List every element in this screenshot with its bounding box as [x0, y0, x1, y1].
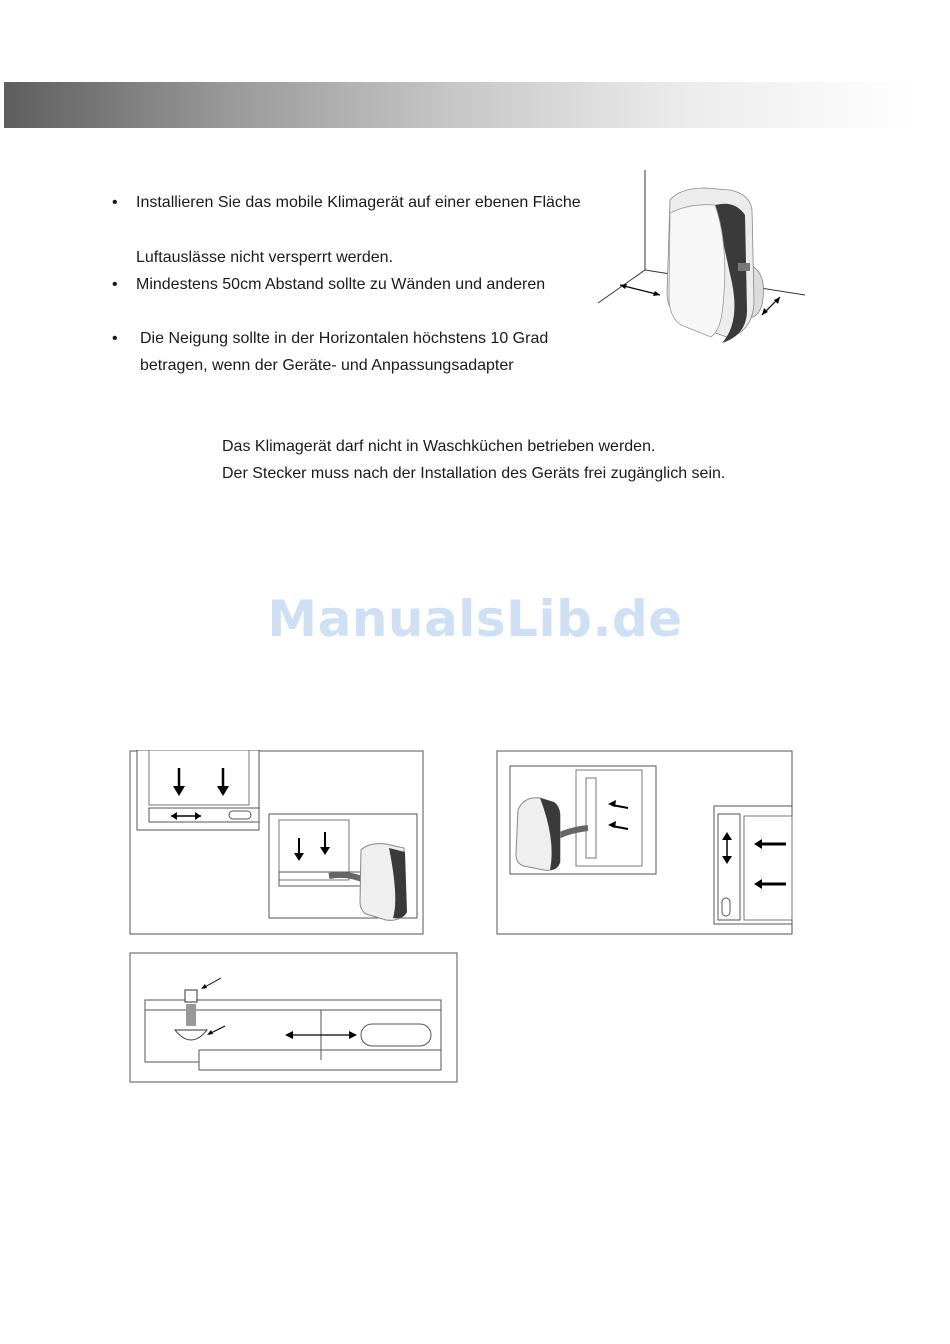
bullet-symbol: •: [112, 194, 118, 211]
bullet-2-line-1: Mindestens 50cm Abstand sollte zu Wänden und anderen: [136, 276, 546, 293]
bullet-symbol: •: [112, 276, 118, 293]
bullet-3-line-2: betragen, wenn der Geräte- und Anpassungsadapter: [140, 357, 514, 374]
warning-plug: Der Stecker muss nach der Installation des Geräts frei zugänglich sein.: [222, 465, 726, 482]
window-kit-install-figure-2: [496, 750, 794, 936]
bullet-1-line-2: Luftauslässe nicht versperrt werden.: [136, 249, 394, 266]
slider-screw-detail-figure: [129, 952, 459, 1084]
warning-laundry: Das Klimagerät darf nicht in Waschküchen betrieben werden.: [222, 438, 656, 455]
window-kit-install-figure-1: [129, 750, 425, 936]
bullet-symbol: •: [112, 330, 118, 347]
unit-clearance-illustration: [590, 165, 810, 360]
bullet-1-line-1: Installieren Sie das mobile Klimagerät auf einer ebenen Fläche: [136, 194, 581, 211]
header-bar: [4, 82, 916, 128]
bullet-3-line-1: Die Neigung sollte in der Horizontalen höchstens 10 Grad: [140, 330, 549, 347]
watermark: ManualsLib.de: [267, 590, 683, 648]
